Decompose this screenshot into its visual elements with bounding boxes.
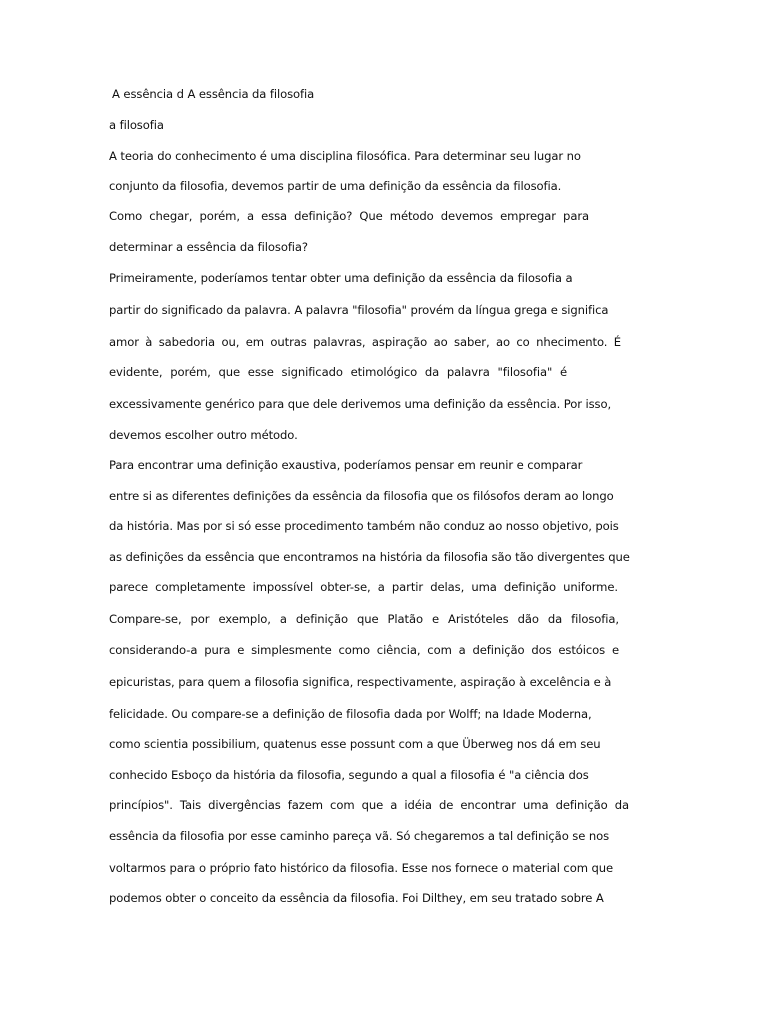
text-line: parece completamente impossível obter-se, a partir delas, uma definição uniforme. [109, 580, 618, 594]
text-line: voltarmos para o próprio fato histórico da filosofia. Esse nos fornece o material com que [109, 861, 614, 875]
text-line: determinar a essência da filosofia? [109, 240, 308, 254]
text-line: podemos obter o conceito da essência da filosofia. Foi Dilthey, em seu tratado sobre A [109, 891, 604, 905]
text-line: epicuristas, para quem a filosofia significa, respectivamente, aspiração à excelência e à [109, 675, 612, 689]
text-line: felicidade. Ou compare-se a definição de filosofia dada por Wolff; na Idade Moderna, [109, 707, 592, 721]
text-line: amor à sabedoria ou, em outras palavras, aspiração ao saber, ao co nhecimento. É [109, 335, 621, 349]
text-line: Como chegar, porém, a essa definição? Que método devemos empregar para [109, 209, 589, 223]
text-line: princípios". Tais divergências fazem com que a idéia de encontrar uma definição da [109, 798, 629, 812]
text-line: entre si as diferentes definições da essência da filosofia que os filósofos deram ao longo [109, 489, 614, 503]
text-line: conjunto da filosofia, devemos partir de uma definição da essência da filosofia. [109, 179, 562, 193]
text-line: as definições da essência que encontramos na história da filosofia são tão divergentes que [109, 550, 630, 564]
text-line: considerando-a pura e simplesmente como ciência, com a definição dos estóicos e [109, 643, 619, 657]
text-line: evidente, porém, que esse significado etimológico da palavra "filosofia" é [109, 365, 567, 379]
text-line: da história. Mas por si só esse procedimento também não conduz ao nosso objetivo, pois [109, 519, 619, 533]
text-line: essência da filosofia por esse caminho pareça vã. Só chegaremos a tal definição se nos [109, 829, 610, 843]
text-line: devemos escolher outro método. [109, 428, 298, 442]
text-line: como scientia possibilium, quatenus esse possunt com a que Überweg nos dá em seu [109, 737, 601, 751]
text-line: Para encontrar uma definição exaustiva, poderíamos pensar em reunir e comparar [109, 458, 583, 472]
text-line: excessivamente genérico para que dele derivemos uma definição da essência. Por isso, [109, 397, 612, 411]
text-line: Compare-se, por exemplo, a definição que Platão e Aristóteles dão da filosofia, [109, 612, 619, 626]
text-line: A teoria do conhecimento é uma disciplina filosófica. Para determinar seu lugar no [109, 149, 581, 163]
document-title-line-2: a filosofia [109, 118, 164, 132]
text-line: partir do significado da palavra. A palavra "filosofia" provém da língua grega e significa [109, 303, 609, 317]
text-line: Primeiramente, poderíamos tentar obter uma definição da essência da filosofia a [109, 271, 573, 285]
document-title-line-1: A essência d A essência da filosofia [112, 87, 315, 101]
text-line: conhecido Esboço da história da filosofia, segundo a qual a filosofia é "a ciência dos [109, 768, 589, 782]
